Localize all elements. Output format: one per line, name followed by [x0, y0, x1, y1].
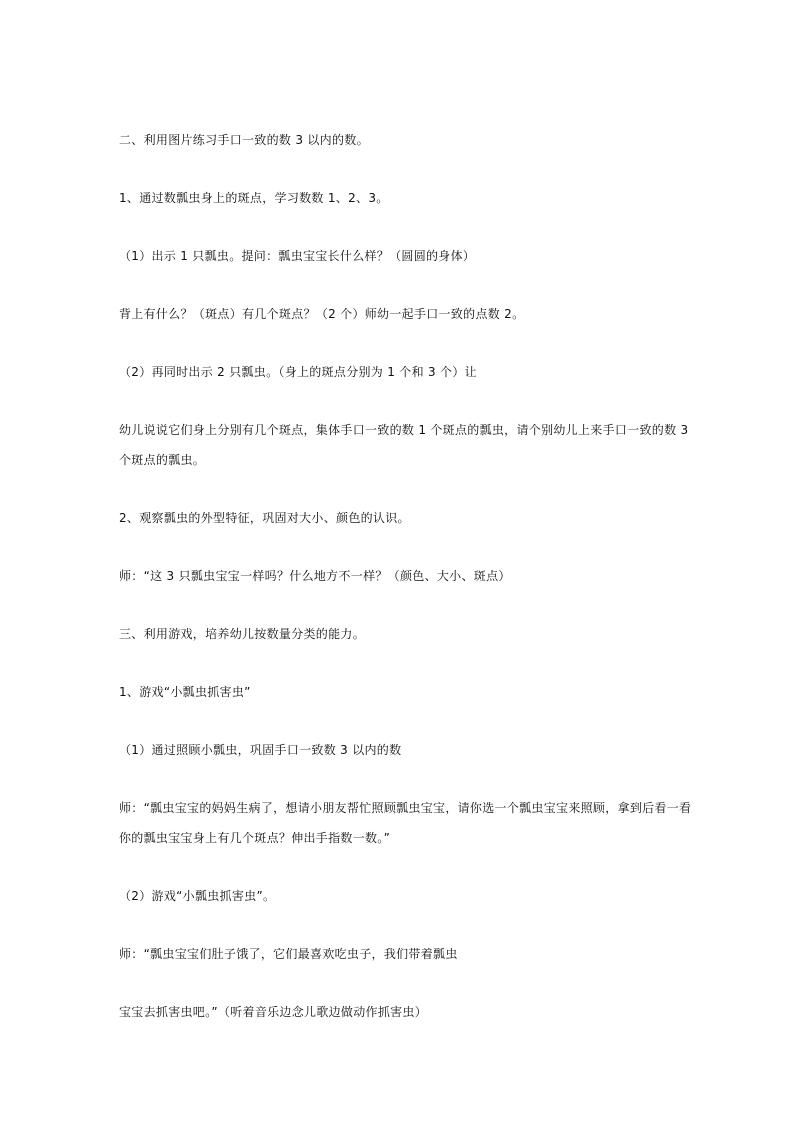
step-2-text: （2）再同时出示 2 只瓢虫。（身上的斑点分别为 1 个和 3 个）让: [119, 365, 477, 379]
step-2-continued-line-2: 个斑点的瓢虫。: [119, 453, 206, 467]
step-1-text: （1）出示 1 只瓢虫。提问：瓢虫宝宝长什么样？（圆圆的身体）: [119, 249, 476, 263]
section-heading-2: 二、利用图片练习手口一致的数 3 以内的数。: [119, 133, 369, 147]
game-step-2: （2）游戏“小瓢虫抓害虫”。: [119, 889, 276, 903]
teacher-speech-2-line-2: 宝宝去抓害虫吧。”（听着音乐边念儿歌边做动作抓害虫）: [119, 1005, 428, 1019]
subsection-2: 2、观察瓢虫的外型特征，巩固对大小、颜色的认识。: [119, 511, 410, 525]
game-step-1: （1）通过照顾小瓢虫，巩固手口一致数 3 以内的数: [119, 743, 402, 757]
teacher-question: 师：“这 3 只瓢虫宝宝一样吗？什么地方不一样？（颜色、大小、斑点）: [119, 569, 511, 583]
teacher-speech-1-line-1: 师：“瓢虫宝宝的妈妈生病了，想请小朋友帮忙照顾瓢虫宝宝，请你选一个瓢虫宝宝来照顾，拿到后看一看: [119, 801, 692, 815]
step-2-continued-line-1: 幼儿说说它们身上分别有几个斑点，集体手口一致的数 1 个斑点的瓢虫，请个别幼儿上来手口一致的数 3: [119, 423, 689, 437]
step-1-continued: 背上有什么？（斑点）有几个斑点？（2 个）师幼一起手口一致的点数 2。: [119, 307, 525, 321]
game-title: 1、游戏“小瓢虫抓害虫”: [119, 685, 251, 699]
subsection-1: 1、通过数瓢虫身上的斑点，学习数数 1、2、3。: [119, 191, 389, 205]
teacher-speech-1-line-2: 你的瓢虫宝宝身上有几个斑点？伸出手指数一数。”: [119, 831, 391, 845]
teacher-speech-2-line-1: 师：“瓢虫宝宝们肚子饿了，它们最喜欢吃虫子，我们带着瓢虫: [119, 947, 458, 961]
section-heading-3: 三、利用游戏，培养幼儿按数量分类的能力。: [119, 627, 366, 641]
